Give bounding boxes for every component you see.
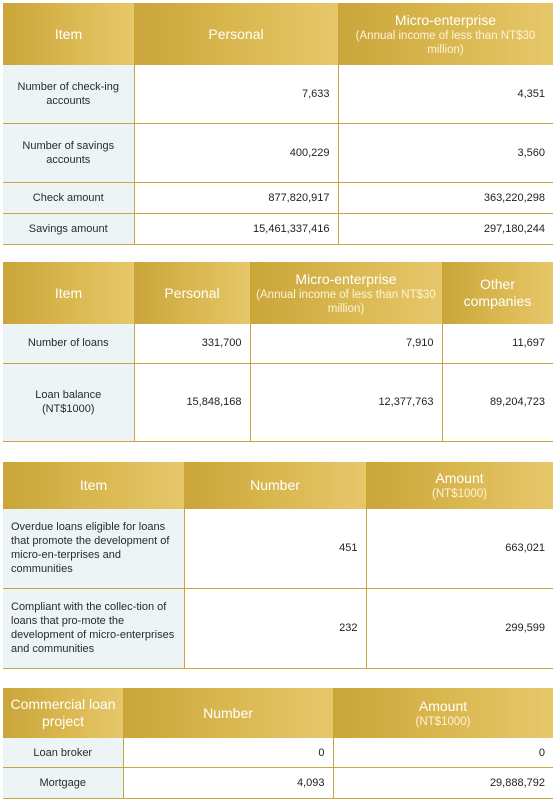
table-row bbox=[3, 768, 553, 799]
micro-value: 3,560 bbox=[338, 123, 553, 182]
header-item: Item bbox=[3, 462, 184, 509]
accounts-table bbox=[3, 3, 553, 245]
table-row bbox=[3, 509, 553, 588]
amount-value: 299,599 bbox=[366, 588, 553, 668]
table-row bbox=[3, 588, 553, 668]
row-label: Loan balance (NT$1000) bbox=[3, 363, 134, 441]
header-personal: Personal bbox=[134, 262, 250, 324]
header-item: Commercial loan project bbox=[3, 688, 123, 738]
row-label: Compliant with the collec-tion of loans that pro-mote the development of micro-enterprises and communities bbox=[3, 588, 184, 668]
micro-value: 363,220,298 bbox=[338, 183, 553, 214]
loans-table bbox=[3, 262, 553, 442]
other-value: 89,204,723 bbox=[442, 363, 553, 441]
header-micro-enterprise: Micro-enterprise (Annual income of less than NT$30 million) bbox=[338, 3, 553, 65]
header-item: Item bbox=[3, 3, 134, 65]
row-label: Check amount bbox=[3, 183, 134, 214]
personal-value: 15,461,337,416 bbox=[134, 214, 338, 245]
header-row bbox=[3, 462, 553, 509]
amount-value: 663,021 bbox=[366, 509, 553, 588]
number-value: 0 bbox=[123, 738, 333, 768]
row-label: Overdue loans eligible for loans that promote the development of micro-en-terprises and communities bbox=[3, 509, 184, 588]
header-number: Number bbox=[184, 462, 366, 509]
header-amount: Amount (NT$1000) bbox=[333, 688, 553, 738]
amount-value: 29,888,792 bbox=[333, 768, 553, 799]
micro-value: 297,180,244 bbox=[338, 214, 553, 245]
personal-value: 331,700 bbox=[134, 324, 250, 363]
personal-value: 7,633 bbox=[134, 65, 338, 123]
number-value: 232 bbox=[184, 588, 366, 668]
header-row bbox=[3, 262, 553, 324]
table-row bbox=[3, 363, 553, 441]
header-item: Item bbox=[3, 262, 134, 324]
table-row bbox=[3, 65, 553, 123]
table-row bbox=[3, 183, 553, 214]
other-value: 11,697 bbox=[442, 324, 553, 363]
number-value: 4,093 bbox=[123, 768, 333, 799]
personal-value: 15,848,168 bbox=[134, 363, 250, 441]
micro-value: 12,377,763 bbox=[250, 363, 442, 441]
commercial-loan-table bbox=[3, 688, 553, 799]
header-amount: Amount (NT$1000) bbox=[366, 462, 553, 509]
row-label: Savings amount bbox=[3, 214, 134, 245]
table-row bbox=[3, 214, 553, 245]
row-label: Loan broker bbox=[3, 738, 123, 768]
personal-value: 877,820,917 bbox=[134, 183, 338, 214]
micro-enterprise-loans-table bbox=[3, 462, 553, 669]
header-number: Number bbox=[123, 688, 333, 738]
table-row bbox=[3, 324, 553, 363]
micro-value: 7,910 bbox=[250, 324, 442, 363]
personal-value: 400,229 bbox=[134, 123, 338, 182]
amount-value: 0 bbox=[333, 738, 553, 768]
row-label: Number of check-ing accounts bbox=[3, 65, 134, 123]
table-row bbox=[3, 738, 553, 768]
row-label: Number of loans bbox=[3, 324, 134, 363]
row-label: Mortgage bbox=[3, 768, 123, 799]
number-value: 451 bbox=[184, 509, 366, 588]
table-row bbox=[3, 123, 553, 182]
row-label: Number of savings accounts bbox=[3, 123, 134, 182]
header-row bbox=[3, 3, 553, 65]
header-row bbox=[3, 688, 553, 738]
header-other-companies: Other companies bbox=[442, 262, 553, 324]
header-personal: Personal bbox=[134, 3, 338, 65]
header-micro-enterprise: Micro-enterprise (Annual income of less than NT$30 million) bbox=[250, 262, 442, 324]
micro-value: 4,351 bbox=[338, 65, 553, 123]
